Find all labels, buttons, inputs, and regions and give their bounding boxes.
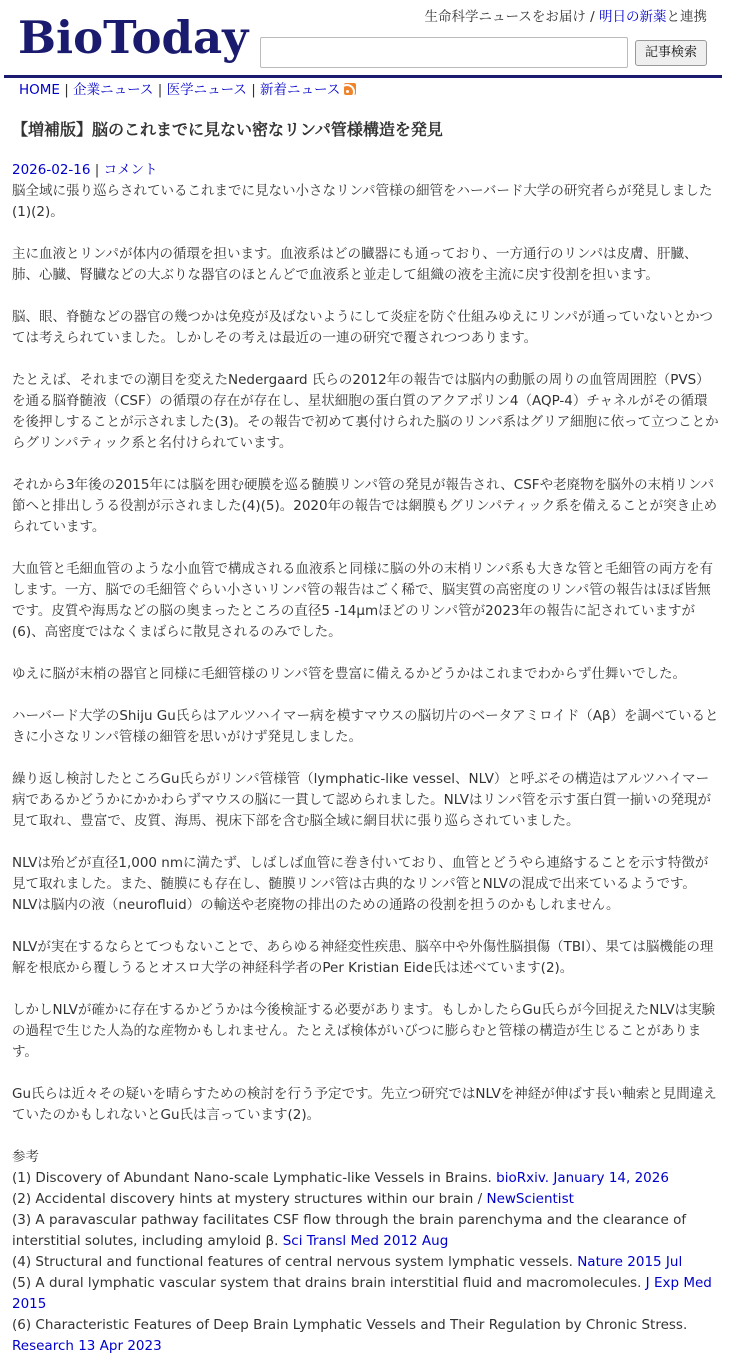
reference-link[interactable]: Sci Transl Med 2012 Aug [282, 1233, 449, 1249]
partner-site-link[interactable]: 明日の新薬 [599, 9, 667, 25]
reference-link[interactable]: NewScientist [486, 1191, 574, 1207]
article-paragraph: 脳、眼、脊髄などの器官の幾つかは免疫が及ばないようにして炎症を防ぐ仕組みゆえにリンパが通っていないとかつては考えられていました。しかしその考えは最近の一連の研究で覆されつつあります。 [12, 309, 714, 346]
reference-link[interactable]: J Exp Med 2015 [12, 1275, 712, 1312]
reference-item [12, 1210, 720, 1252]
nav-home-link[interactable]: HOME [19, 82, 60, 98]
article-paragraph: 主に血液とリンパが体内の循環を担います。血液系はどの臓器にも通っており、一方通行のリンパは皮膚、肝臓、肺、心臓、腎臓などの大ぶりな器官のほとんどで血液系と並走して組織の液を主流に戻す役割を担います。 [12, 246, 698, 283]
article-paragraph: Gu氏らは近々その疑いを晴らすための検討を行う予定です。先立つ研究ではNLVを神経が伸ばす長い軸索と見間違えていたのかもしれないとGu氏は言っています(2)。 [12, 1086, 717, 1123]
main-nav [19, 80, 356, 100]
article-paragraph: それから3年後の2015年には脳を囲む硬膜を巡る髄膜リンパ管の発見が報告され、CSFや老廃物を脳外の末梢リンパ節へと排出しうる役割が示されました(4)(5)。2020年の報告では網膜もグリンパティック系を備えることが突き止められています。 [12, 477, 718, 535]
search-input[interactable] [260, 37, 628, 68]
article-date-link[interactable]: 2026-02-16 [12, 162, 91, 178]
site-logo[interactable]: BioToday [18, 11, 249, 64]
nav-corporate-news-link[interactable]: 企業ニュース [73, 82, 154, 98]
reference-link[interactable]: Nature 2015 Jul [577, 1254, 683, 1270]
nav-latest-news-link[interactable]: 新着ニュース [260, 82, 341, 98]
article-paragraph: たとえば、それまでの潮目を変えたNedergaard 氏らの2012年の報告では脳内の動脈の周りの血管周囲腔（PVS）を通る脳脊髄液（CSF）の循環の存在が存在し、星状細胞の蛋白質のアクアポリン4（AQP-4）チャネルがその循環を後押しすることが示されました(3)。その報告で初めて裏付けられた脳のリンパ系はグリア細胞に依って立つことからグリンパティック系と名付けられています。 [12, 372, 719, 451]
reference-text: (2) Accidental discovery hints at mystery structures within our brain / [12, 1191, 487, 1207]
reference-item [12, 1168, 720, 1189]
article-paragraph: 大血管と毛細血管のような小血管で構成される血液系と同様に脳の外の末梢リンパ系も大きな管と毛細管の両方を有します。一方、脳での毛細管ぐらい小さいリンパ管の報告はごく稀で、脳実質の高密度のリンパ管の報告はほぼ皆無です。皮質や海馬などの脳の奥まったところの直径5 -14μmほどのリンパ管が2023年の報告に記されていますが(6)、高密度ではなくまばらに散見されるのみでした。 [12, 561, 714, 640]
article-meta [12, 160, 720, 181]
reference-text: (5) A dural lymphatic vascular system that drains brain interstitial fluid and macromolecules. [12, 1275, 646, 1291]
reference-text: (4) Structural and functional features of central nervous system lymphatic vessels. [12, 1254, 578, 1270]
references-heading: 参考 [12, 1149, 39, 1165]
header-divider [4, 75, 722, 78]
article-body [12, 160, 720, 1357]
nav-separator: | [246, 82, 261, 98]
article-search-button[interactable]: 記事検索 [635, 40, 707, 66]
meta-separator: | [90, 162, 104, 178]
article-paragraph: しかしNLVが確かに存在するかどうかは今後検証する必要があります。もしかしたらGu氏らが今回捉えたNLVは実験の過程で生じた人為的な産物かもしれません。たとえば検体がいびつに膨らむと管様の構造が生じることがあります。 [12, 1002, 716, 1060]
article-title: 【増補版】脳のこれまでに見ない密なリンパ管様構造を発見 [12, 120, 443, 139]
site-header [0, 0, 731, 78]
reference-item [12, 1252, 720, 1273]
reference-item [12, 1315, 720, 1357]
nav-medical-news-link[interactable]: 医学ニュース [166, 82, 247, 98]
reference-text: (6) Characteristic Features of Deep Brain Lymphatic Vessels and Their Regulation by Chronic Stress. [12, 1317, 688, 1333]
article-paragraph: 脳全域に張り巡らされているこれまでに見ない小さなリンパ管様の細管をハーバード大学の研究者らが発見しました(1)(2)。 [12, 183, 713, 220]
article-paragraph: NLVが実在するならとてつもないことで、あらゆる神経変性疾患、脳卒中や外傷性脳損傷（TBI）、果ては脳機能の理解を根底から覆しうるとオスロ大学の神経科学者のPer Kristian Eide氏は述べています(2)。 [12, 939, 714, 976]
tagline-text: 生命科学ニュースをお届け / [424, 9, 599, 25]
reference-link[interactable]: Research 13 Apr 2023 [12, 1338, 162, 1354]
reference-link[interactable]: bioRxiv. January 14, 2026 [496, 1170, 669, 1186]
tagline-suffix: と連携 [666, 9, 707, 25]
nav-separator: | [153, 82, 167, 98]
article-paragraph: ハーバード大学のShiju Gu氏らはアルツハイマー病を模すマウスの脳切片のベータアミロイド（Aβ）を調べているときに小さなリンパ管様の細管を思いがけず発見しました。 [12, 708, 719, 745]
reference-item [12, 1189, 720, 1210]
article-paragraph: NLVは殆どが直径1,000 nmに満たず、しばしば血管に巻き付いており、血管とどうやら連絡することを示す特徴が見て取れました。また、髄膜にも存在し、髄膜リンパ管は古典的なリンパ管とNLVの混成で出来ているようです。NLVは脳内の液（neurofluid）の輸送や老廃物の排出のための通路の役割を担うのかもしれません。 [12, 855, 709, 913]
nav-separator: | [59, 82, 74, 98]
tagline [425, 8, 707, 26]
article-paragraph: ゆえに脳が末梢の器官と同様に毛細管様のリンパ管を豊富に備えるかどうかはこれまでわからず仕舞いでした。 [12, 666, 687, 682]
article-paragraph: 繰り返し検討したところGu氏らがリンパ管様管（lymphatic-like vessel、NLV）と呼ぶその構造はアルツハイマー病であるかどうかにかかわらずマウスの脳に一貫して認められました。NLVはリンパ管を示す蛋白質一揃いの発現が見て取れ、豊富で、皮質、海馬、視床下部を含む脳全域に網目状に張り巡らされていました。 [12, 771, 712, 829]
reference-text: (3) A paravascular pathway facilitates CSF flow through the brain parenchyma and the clearance of interstitial solutes, including amyloid β. [12, 1212, 687, 1249]
rss-feed-icon[interactable] [344, 83, 356, 95]
reference-text: (1) Discovery of Abundant Nano-scale Lymphatic-like Vessels in Brains. [12, 1170, 497, 1186]
comment-link[interactable]: コメント [103, 162, 158, 178]
reference-item [12, 1273, 720, 1315]
